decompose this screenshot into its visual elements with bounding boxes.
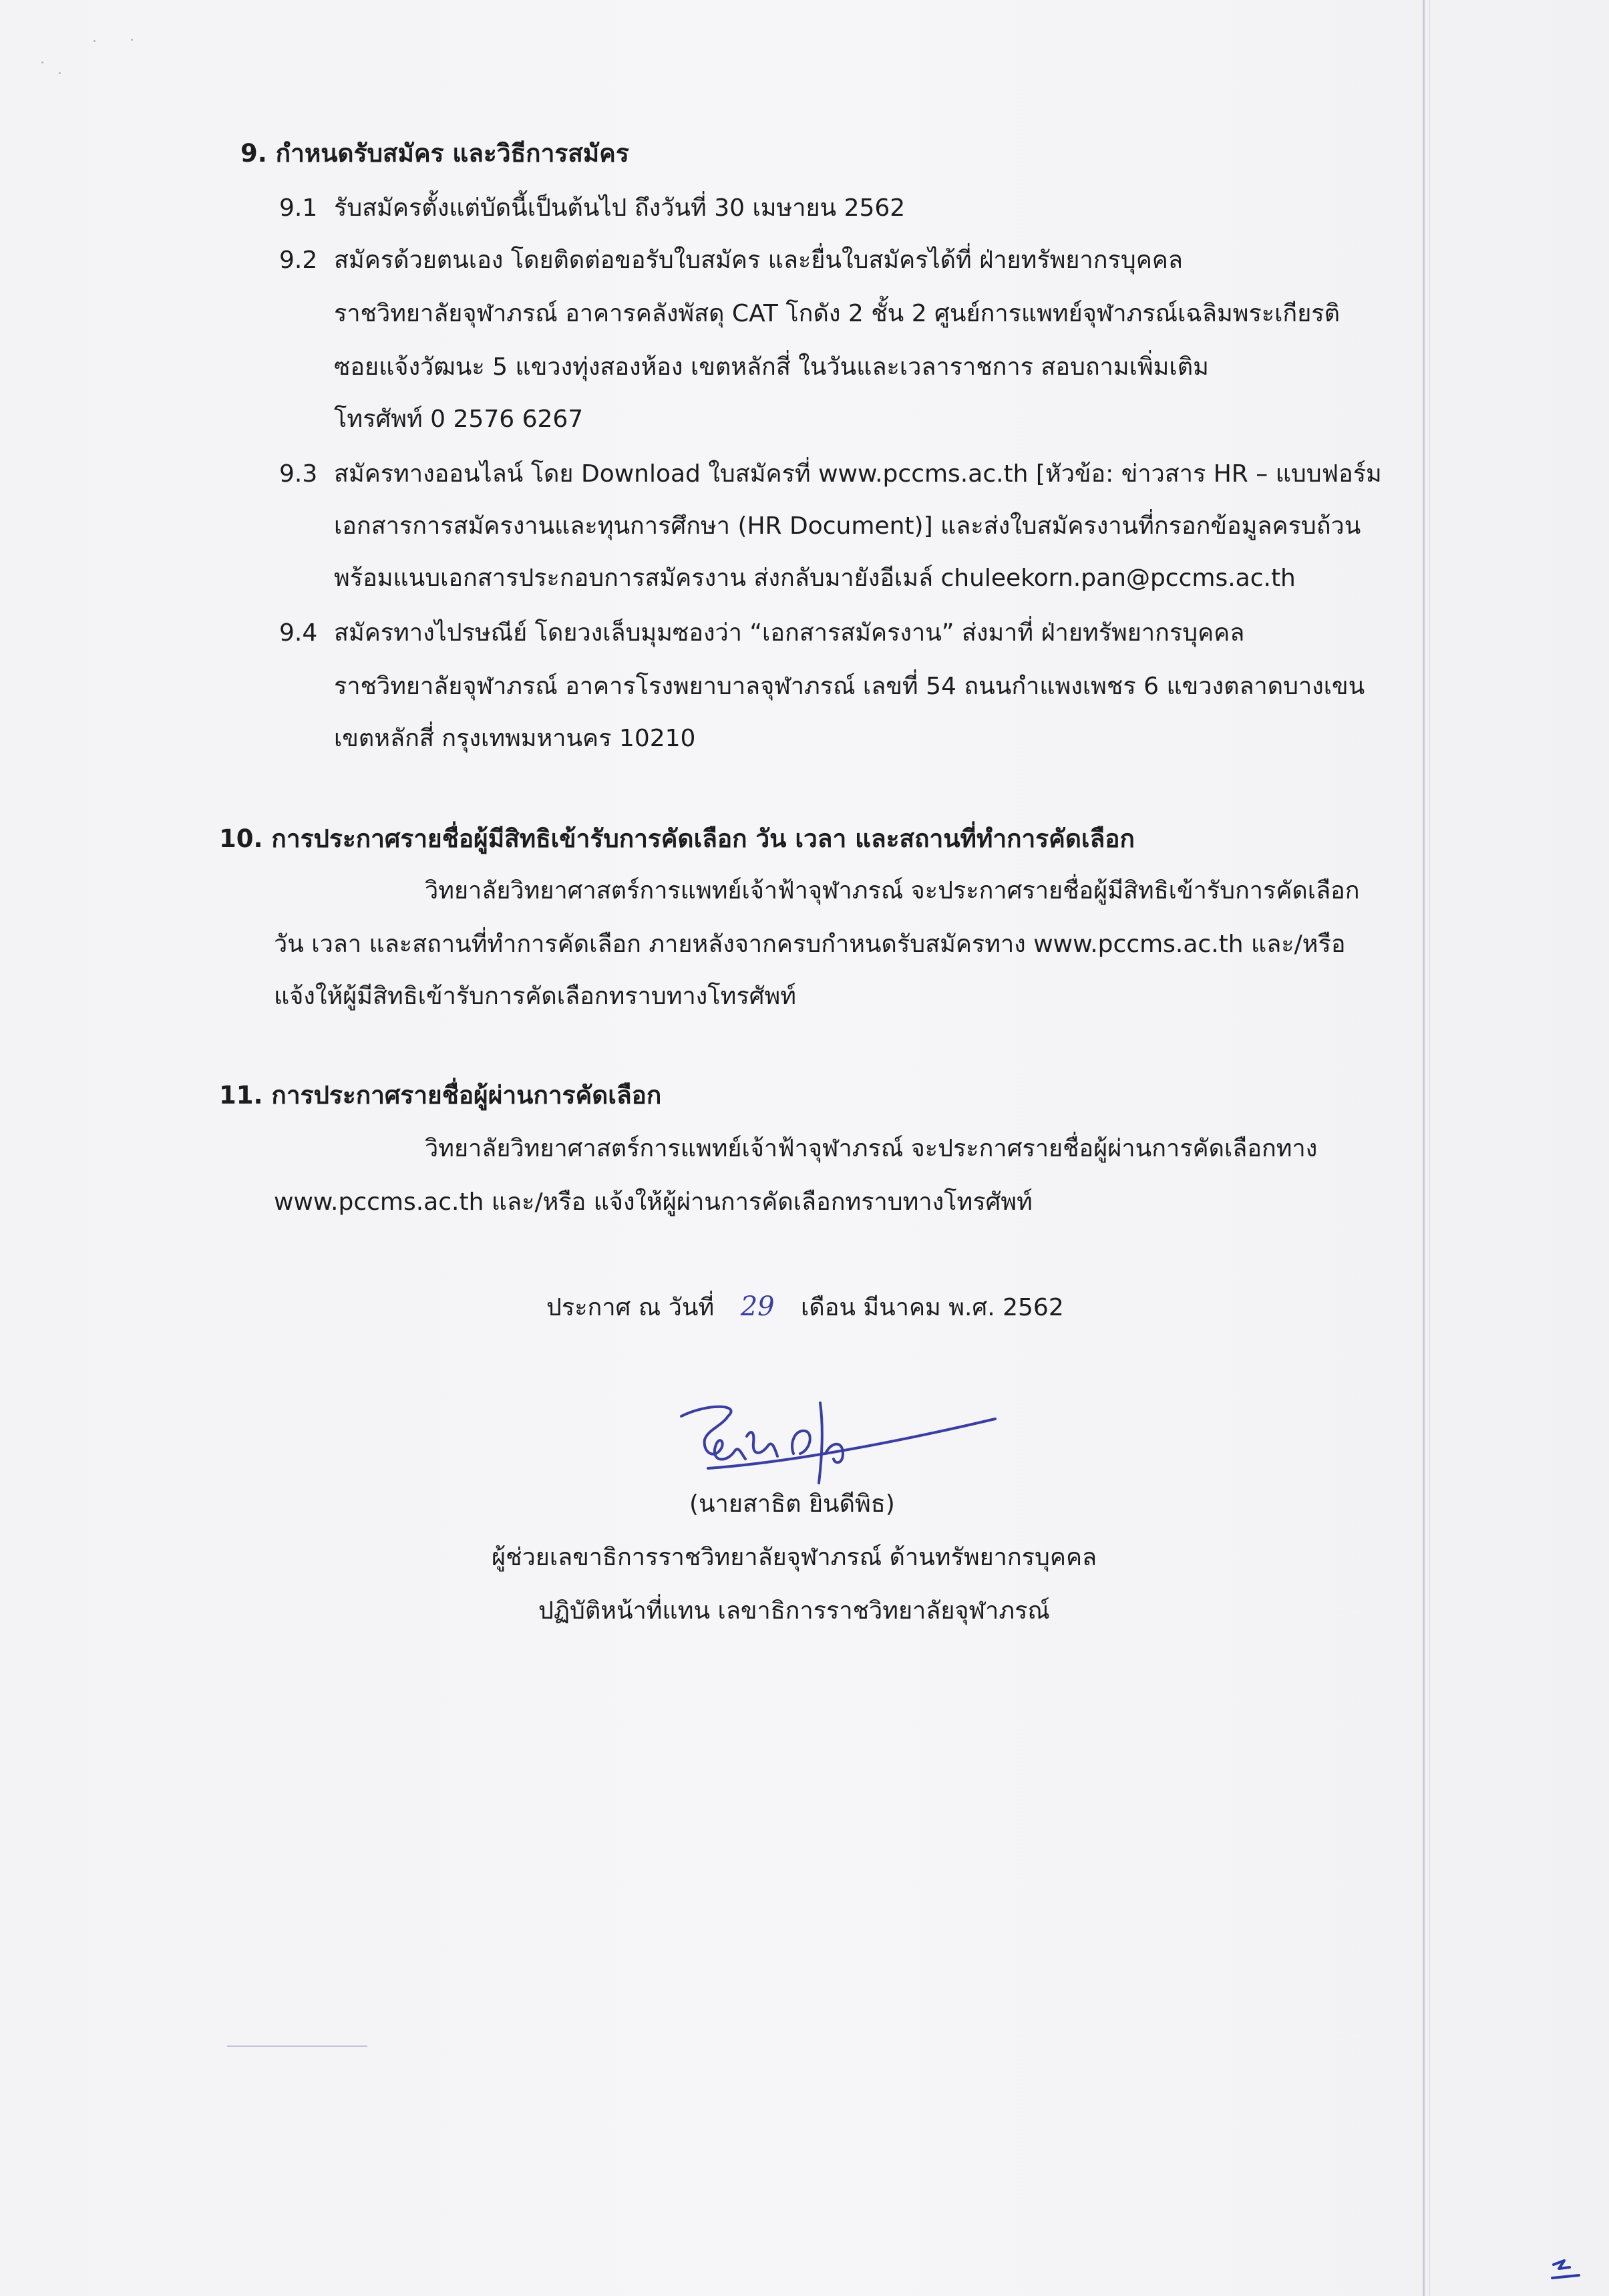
item-9-2-line-1: สมัครด้วยตนเอง โดยติดต่อขอรับใบสมัคร และยื่นใบสมัครได้ที่ ฝ่ายทรัพยากรบุคคล [334,247,1183,274]
item-9-1-line-1: รับสมัครตั้งแต่บัดนี้เป็นต้นไป ถึงวันที่ 30 เมษายน 2562 [334,194,906,222]
section-9-heading: 9. กำหนดรับสมัคร และวิธีการสมัคร [240,139,629,168]
item-9-4-line-3: เขตหลักสี่ กรุงเทพมหานคร 10210 [334,725,696,752]
item-9-2-line-3: ซอยแจ้งวัฒนะ 5 แขวงทุ่งสองห้อง เขตหลักสี่ ในวันและเวลาราชการ สอบถามเพิ่มเติม [334,353,1209,381]
section-10-line-3: แจ้งให้ผู้มีสิทธิเข้ารับการคัดเลือกทราบทางโทรศัพท์ [274,983,796,1010]
signatory-title-line-1: ผู้ช่วยเลขาธิการราชวิทยาลัยจุฬาภรณ์ ด้านทรัพยากรบุคคล [492,1544,1097,1571]
signatory-title-line-2: ปฏิบัติหน้าที่แทน เลขาธิการราชวิทยาลัยจุฬาภรณ์ [538,1597,1050,1625]
section-10-line-1: วิทยาลัยวิทยาศาสตร์การแพทย์เจ้าฟ้าจุฬาภรณ์ จะประกาศรายชื่อผู้มีสิทธิเข้ารับการคัดเลือก [425,877,1360,905]
section-11-heading: 11. การประกาศรายชื่อผู้ผ่านการคัดเลือก [219,1081,662,1110]
item-9-4-line-2: ราชวิทยาลัยจุฬาภรณ์ อาคารโรงพยาบาลจุฬาภรณ์ เลขที่ 54 ถนนกำแพงเพชร 6 แขวงตลาดบางเขน [334,673,1365,700]
section-10-heading: 10. การประกาศรายชื่อผู้มีสิทธิเข้ารับการคัดเลือก วัน เวลา และสถานที่ทำการคัดเลือก [219,824,1135,853]
section-11-line-2: www.pccms.ac.th และ/หรือ แจ้งให้ผู้ผ่านการคัดเลือกทราบทางโทรศัพท์ [274,1188,1033,1216]
item-9-2-number: 9.2 [279,247,318,274]
item-9-1-number: 9.1 [279,194,318,222]
announce-suffix: เดือน มีนาคม พ.ศ. 2562 [801,1294,1064,1321]
scan-speck [131,39,133,41]
item-9-4-number: 9.4 [279,619,318,647]
item-9-3-line-3: พร้อมแนบเอกสารประกอบการสมัครงาน ส่งกลับมายังอีเมล์ chuleekorn.pan@pccms.ac.th [334,564,1296,592]
page-edge-line-secondary [1429,0,1430,2296]
item-9-2-line-4: โทรศัพท์ 0 2576 6267 [334,405,584,433]
item-9-4-line-1: สมัครทางไปรษณีย์ โดยวงเล็บมุมซองว่า “เอกสารสมัครงาน” ส่งมาที่ ฝ่ายทรัพยากรบุคคล [334,619,1245,647]
scan-speck [59,72,61,74]
scan-speck [41,61,43,63]
page-edge-line [1423,0,1425,2296]
handwritten-signature [668,1389,1015,1490]
signatory-name: (นายสาธิต ยินดีพิธ) [689,1490,895,1518]
section-11-line-1: วิทยาลัยวิทยาศาสตร์การแพทย์เจ้าฟ้าจุฬาภรณ์ จะประกาศรายชื่อผู้ผ่านการคัดเลือกทาง [425,1135,1318,1162]
section-10-line-2: วัน เวลา และสถานที่ทำการคัดเลือก ภายหลังจากครบกำหนดรับสมัครทาง www.pccms.ac.th และ/หรือ [274,931,1346,958]
footnote-divider [227,2045,367,2047]
announce-prefix: ประกาศ ณ วันที่ [546,1294,715,1321]
item-9-3-number: 9.3 [279,460,318,488]
initials-mark-icon [1550,2258,1583,2282]
item-9-3-line-1: สมัครทางออนไลน์ โดย Download ใบสมัครที่ www.pccms.ac.th [หัวข้อ: ข่าวสาร HR – แบบฟอร์ม [334,460,1382,488]
announce-day-handwritten: 29 [740,1291,775,1322]
item-9-3-line-2: เอกสารการสมัครงานและทุนการศึกษา (HR Document)] และส่งใบสมัครงานที่กรอกข้อมูลครบถ้วน [334,512,1361,540]
item-9-2-line-2: ราชวิทยาลัยจุฬาภรณ์ อาคารคลังพัสดุ CAT โกดัง 2 ชั้น 2 ศูนย์การแพทย์จุฬาภรณ์เฉลิมพระเกียรติ [334,300,1340,327]
announce-date [546,1291,1064,1324]
scan-speck [94,40,96,42]
